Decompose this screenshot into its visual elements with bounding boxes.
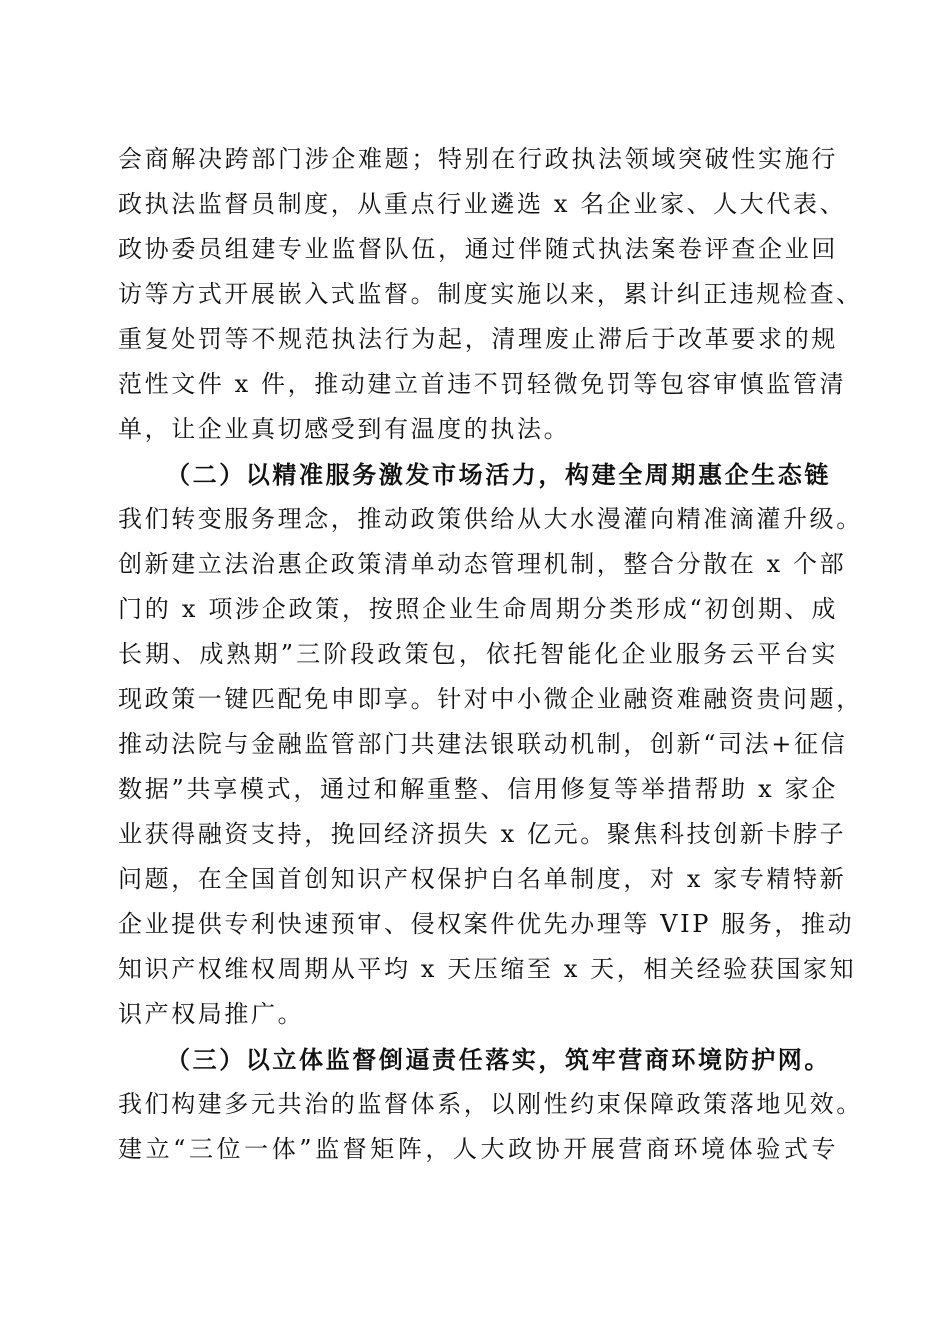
text-line: 重复处罚等不规范执法行为起，清理废止滞后于改革要求的规 [118, 325, 838, 353]
text-line: 建立“三位一体”监督矩阵，人大政协开展营商环境体验式专 [118, 1135, 838, 1163]
text-line: 创新建立法治惠企政策清单动态管理机制，整合分散在 x 个部 [118, 550, 847, 578]
section-heading-2: （二）以精准服务激发市场活力，构建全周期惠企生态链 [166, 460, 831, 489]
text-line: 我们构建多元共治的监督体系，以刚性约束保障政策落地见效。 [118, 1090, 863, 1118]
section-heading-3: （三）以立体监督倒逼责任落实，筑牢营商环境防护网。 [166, 1045, 831, 1074]
text-line: 政协委员组建专业监督队伍，通过伴随式执法案卷评查企业回 [118, 235, 838, 263]
text-line: 业获得融资支持，挽回经济损失 x 亿元。聚焦科技创新卡脖子 [118, 820, 847, 848]
text-line: 识产权局推广。 [118, 1000, 305, 1028]
paragraph-2 [118, 497, 863, 1037]
text-line: 知识产权维权周期从平均 x 天压缩至 x 天，相关经验获国家知 [118, 955, 857, 983]
paragraph-3 [118, 1082, 863, 1172]
text-line: 政执法监督员制度，从重点行业遴选 x 名企业家、人大代表、 [118, 190, 847, 218]
text-line: 现政策一键匹配免申即享。针对中小微企业融资难融资贵问题， [118, 685, 863, 713]
text-line: 长期、成熟期”三阶段政策包，依托智能化企业服务云平台实 [118, 640, 838, 668]
text-line: 数据”共享模式，通过和解重整、信用修复等举措帮助 x 家企 [118, 775, 838, 803]
text-line: 企业提供专利快速预审、侵权案件优先办理等 VIP 服务，推动 [118, 910, 855, 938]
text-line: 推动法院与金融监管部门共建法银联动机制，创新“司法+征信 [118, 730, 848, 758]
text-line: 我们转变服务理念，推动政策供给从大水漫灌向精准滴灌升级。 [118, 505, 863, 533]
text-line: 访等方式开展嵌入式监督。制度实施以来，累计纠正违规检查、 [118, 280, 863, 308]
document-body [118, 137, 863, 1172]
text-line: 范性文件 x 件，推动建立首违不罚轻微免罚等包容审慎监管清 [118, 370, 847, 398]
text-line: 会商解决跨部门涉企难题；特别在行政执法领域突破性实施行 [118, 145, 838, 173]
paragraph-1 [118, 137, 863, 452]
text-line: 门的 x 项涉企政策，按照企业生命周期分类形成“初创期、成 [118, 595, 838, 623]
text-line: 单，让企业真切感受到有温度的执法。 [118, 415, 571, 443]
text-line: 问题，在全国首创知识产权保护白名单制度，对 x 家专精特新 [118, 865, 847, 893]
